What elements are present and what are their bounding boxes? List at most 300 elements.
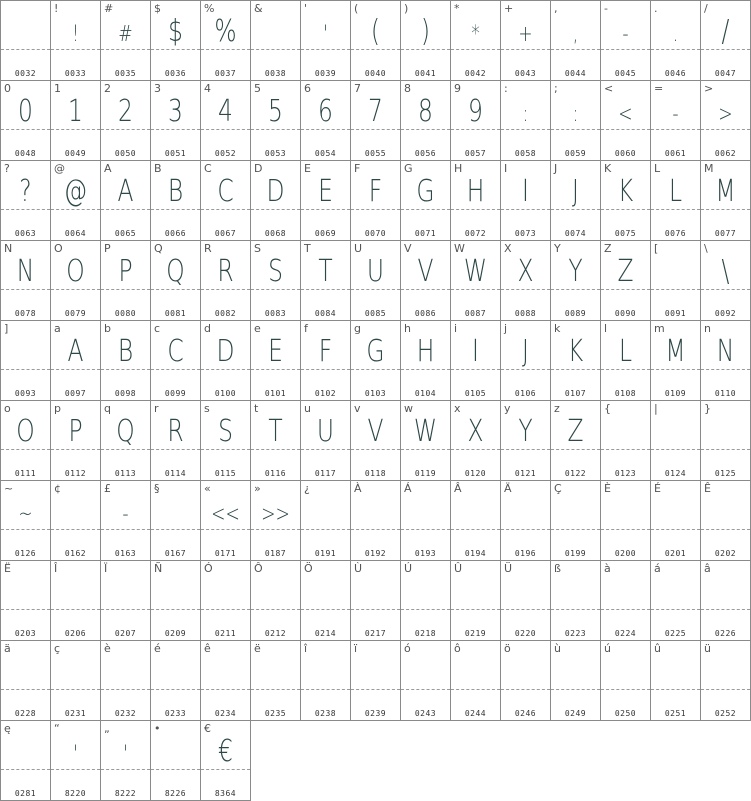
character-code: 0038 [264, 69, 287, 78]
character-code: 0231 [64, 709, 87, 718]
character-code: 0099 [164, 389, 187, 398]
reference-character: , [554, 2, 558, 15]
reference-character: 2 [104, 82, 111, 95]
font-glyph-sample [556, 493, 594, 531]
reference-character: o [4, 402, 11, 415]
character-code: 8222 [114, 789, 137, 798]
font-glyph-sample: E [318, 174, 333, 209]
reference-character: r [154, 402, 159, 415]
glyph-cell [0, 160, 51, 241]
glyph-cell [400, 560, 451, 641]
glyph-cell [700, 80, 751, 161]
font-glyph-sample: @ [63, 174, 88, 209]
font-glyph-sample: > [718, 102, 733, 127]
character-code: 0196 [514, 549, 537, 558]
glyph-cell [450, 0, 501, 81]
glyph-cell [400, 400, 451, 481]
glyph-cell [700, 400, 751, 481]
glyph-cell [300, 640, 351, 721]
font-glyph-sample: Q [166, 254, 185, 289]
reference-character: S [254, 242, 261, 255]
font-glyph-sample: H [416, 334, 435, 369]
font-glyph-sample [406, 493, 444, 531]
font-glyph-sample [706, 653, 744, 691]
font-glyph-sample: # [118, 22, 133, 47]
character-code: 0243 [414, 709, 437, 718]
glyph-cell [600, 0, 651, 81]
glyph-cell [100, 560, 151, 641]
font-glyph-sample: H [466, 174, 485, 209]
font-glyph-sample [356, 573, 394, 611]
character-code: 0163 [114, 549, 137, 558]
glyph-cell [700, 0, 751, 81]
character-code: 0201 [664, 549, 687, 558]
character-code: 0116 [264, 469, 287, 478]
reference-character: k [554, 322, 561, 335]
font-glyph-sample: \ [721, 254, 730, 289]
character-code: 0076 [664, 229, 687, 238]
font-glyph-sample: ! [72, 22, 79, 47]
reference-character: 9 [454, 82, 461, 95]
glyph-cell [100, 480, 151, 561]
character-code: 0118 [364, 469, 387, 478]
font-glyph-sample [206, 653, 244, 691]
font-glyph-sample: ' [73, 742, 78, 767]
character-code: 0075 [614, 229, 637, 238]
character-code: 0078 [14, 309, 37, 318]
glyph-cell [150, 640, 201, 721]
reference-character: x [454, 402, 461, 415]
glyph-cell [650, 160, 701, 241]
font-glyph-sample: L [668, 174, 683, 209]
font-glyph-sample: / [721, 14, 730, 49]
character-code: 0039 [314, 69, 337, 78]
reference-character: / [704, 2, 708, 15]
font-glyph-sample [6, 653, 44, 691]
character-code: 0207 [114, 629, 137, 638]
reference-character: y [504, 402, 511, 415]
reference-character: Ë [4, 562, 11, 575]
character-code: 0067 [214, 229, 237, 238]
character-code: 0032 [14, 69, 37, 78]
glyph-cell [350, 80, 401, 161]
glyph-cell [500, 160, 551, 241]
reference-character: C [204, 162, 212, 175]
reference-character: Ê [704, 482, 711, 495]
reference-character: À [354, 482, 362, 495]
character-code: 0080 [114, 309, 137, 318]
glyph-cell [700, 240, 751, 321]
reference-character: - [604, 2, 608, 15]
character-code: 8226 [164, 789, 187, 798]
glyph-cell [550, 80, 601, 161]
reference-character: ú [604, 642, 611, 655]
font-glyph-sample: L [618, 334, 633, 369]
character-code: 0045 [614, 69, 637, 78]
glyph-cell [250, 80, 301, 161]
character-code: 0053 [264, 149, 287, 158]
font-glyph-sample: << [211, 502, 240, 527]
font-glyph-sample: 0 [18, 94, 33, 129]
font-glyph-sample: + [518, 22, 533, 47]
glyph-cell [600, 400, 651, 481]
glyph-cell [450, 480, 501, 561]
character-code: 0043 [514, 69, 537, 78]
font-glyph-sample: X [467, 414, 484, 449]
font-glyph-sample: - [122, 502, 129, 527]
glyph-cell [300, 480, 351, 561]
character-code: 0088 [514, 309, 537, 318]
glyph-cell [450, 160, 501, 241]
glyph-cell [0, 400, 51, 481]
glyph-cell [50, 400, 101, 481]
font-glyph-sample: 5 [268, 94, 283, 129]
glyph-cell [400, 640, 451, 721]
font-glyph-sample: D [216, 334, 235, 369]
glyph-cell [200, 480, 251, 561]
character-code: 0040 [364, 69, 387, 78]
reference-character: ~ [4, 482, 14, 495]
font-glyph-sample [506, 493, 544, 531]
reference-character: Ù [354, 562, 363, 575]
glyph-cell [200, 240, 251, 321]
character-code: 0064 [64, 229, 87, 238]
font-glyph-sample: Y [518, 414, 533, 449]
character-code: 0079 [64, 309, 87, 318]
reference-character: v [354, 402, 361, 415]
font-glyph-sample [606, 493, 644, 531]
font-glyph-sample [656, 253, 694, 291]
font-glyph-sample: M [715, 174, 736, 209]
character-code: 0063 [14, 229, 37, 238]
font-glyph-sample [406, 653, 444, 691]
glyph-cell [100, 240, 151, 321]
character-code: 0113 [114, 469, 137, 478]
character-code: 0049 [64, 149, 87, 158]
character-code: 0235 [264, 709, 287, 718]
reference-character: U [354, 242, 363, 255]
glyph-cell [500, 320, 551, 401]
character-code: 0209 [164, 629, 187, 638]
glyph-cell [50, 640, 101, 721]
glyph-cell [100, 720, 151, 801]
glyph-cell [600, 640, 651, 721]
glyph-cell [300, 0, 351, 81]
font-glyph-sample: S [218, 414, 233, 449]
reference-character: ù [554, 642, 561, 655]
font-glyph-sample [656, 493, 694, 531]
character-code: 0077 [714, 229, 737, 238]
glyph-cell [250, 240, 301, 321]
character-code: 0239 [364, 709, 387, 718]
reference-character: D [254, 162, 263, 175]
reference-character: 1 [54, 82, 61, 95]
character-code: 0192 [364, 549, 387, 558]
reference-character: î [304, 642, 308, 655]
character-code: 0214 [314, 629, 337, 638]
reference-character: Ü [504, 562, 513, 575]
character-code: 0246 [514, 709, 537, 718]
glyph-cell [650, 640, 701, 721]
reference-character: ê [204, 642, 211, 655]
font-glyph-sample [6, 573, 44, 611]
glyph-cell [550, 160, 601, 241]
reference-character: 4 [204, 82, 211, 95]
glyph-cell [50, 320, 101, 401]
character-code: 0281 [14, 789, 37, 798]
font-glyph-sample [106, 573, 144, 611]
glyph-cell [550, 560, 601, 641]
character-code: 0068 [264, 229, 287, 238]
font-glyph-sample: $ [168, 14, 183, 49]
font-glyph-sample: U [366, 254, 385, 289]
glyph-cell [250, 0, 301, 81]
character-code: 0218 [414, 629, 437, 638]
character-code: 0090 [614, 309, 637, 318]
font-glyph-sample: B [167, 174, 184, 209]
glyph-cell [650, 480, 701, 561]
font-glyph-sample [456, 493, 494, 531]
character-code: 0223 [564, 629, 587, 638]
reference-character: ç [54, 642, 61, 655]
glyph-cell [700, 160, 751, 241]
glyph-cell [400, 0, 451, 81]
character-code: 0105 [464, 389, 487, 398]
reference-character: K [604, 162, 612, 175]
glyph-cell [200, 560, 251, 641]
reference-character: É [654, 482, 661, 495]
font-glyph-sample: C [167, 334, 184, 369]
font-glyph-sample: I [472, 334, 479, 369]
character-code: 0044 [564, 69, 587, 78]
glyph-cell [300, 80, 351, 161]
character-code: 0055 [364, 149, 387, 158]
character-code: 0211 [214, 629, 237, 638]
character-code: 0126 [14, 549, 37, 558]
font-glyph-sample [556, 653, 594, 691]
reference-character: 7 [354, 82, 361, 95]
character-code: 8220 [64, 789, 87, 798]
reference-character: § [154, 482, 160, 495]
character-code: 0057 [464, 149, 487, 158]
character-code: 0187 [264, 549, 287, 558]
character-code: 0106 [514, 389, 537, 398]
font-glyph-sample [256, 13, 294, 51]
character-code: 0212 [264, 629, 287, 638]
reference-character: < [604, 82, 614, 95]
font-glyph-sample: 9 [468, 94, 483, 129]
character-code: 0120 [464, 469, 487, 478]
character-code: 0110 [714, 389, 737, 398]
reference-character: : [504, 82, 508, 95]
font-glyph-sample [456, 653, 494, 691]
font-glyph-sample: J [522, 334, 529, 369]
character-code: 0100 [214, 389, 237, 398]
character-code: 0193 [414, 549, 437, 558]
character-code: 0037 [214, 69, 237, 78]
glyph-cell [150, 160, 201, 241]
glyph-cell [350, 240, 401, 321]
font-glyph-sample: ( [370, 14, 381, 49]
reference-character: } [704, 402, 711, 415]
character-code: 0121 [514, 469, 537, 478]
reference-character: i [454, 322, 458, 335]
glyph-cell [250, 560, 301, 641]
glyph-cell [450, 80, 501, 161]
glyph-cell [650, 400, 701, 481]
reference-character: J [554, 162, 558, 175]
glyph-cell [350, 320, 401, 401]
font-glyph-sample [206, 573, 244, 611]
glyph-cell [400, 480, 451, 561]
reference-character: Ó [204, 562, 213, 575]
font-glyph-sample: ~ [18, 502, 33, 527]
glyph-cell [500, 80, 551, 161]
font-glyph-sample [656, 653, 694, 691]
font-glyph-sample [606, 573, 644, 611]
character-code: 0234 [214, 709, 237, 718]
reference-character: { [604, 402, 611, 415]
reference-character: ö [504, 642, 511, 655]
reference-character: l [604, 322, 608, 335]
reference-character: Ö [304, 562, 313, 575]
font-glyph-sample: 8 [418, 94, 433, 129]
reference-character: N [4, 242, 13, 255]
font-glyph-sample: W [413, 414, 438, 449]
reference-character: \ [704, 242, 708, 255]
font-glyph-sample: J [572, 174, 579, 209]
reference-character: û [654, 642, 661, 655]
reference-character: B [154, 162, 162, 175]
character-code: 0108 [614, 389, 637, 398]
reference-character: . [654, 2, 658, 15]
font-glyph-sample [156, 653, 194, 691]
reference-character: ¿ [304, 482, 310, 495]
font-glyph-sample [256, 653, 294, 691]
character-code: 0060 [614, 149, 637, 158]
reference-character: ę [4, 722, 11, 735]
glyph-cell [700, 640, 751, 721]
reference-character: Ä [504, 482, 512, 495]
reference-character: u [304, 402, 311, 415]
reference-character: ó [404, 642, 411, 655]
glyph-cell [150, 400, 201, 481]
glyph-cell [0, 320, 51, 401]
reference-character: ; [554, 82, 558, 95]
glyph-cell [450, 560, 501, 641]
font-glyph-sample: B [117, 334, 134, 369]
glyph-cell [0, 0, 51, 81]
glyph-cell [100, 400, 151, 481]
font-glyph-sample [256, 573, 294, 611]
glyph-cell [200, 400, 251, 481]
reference-character: Ñ [154, 562, 163, 575]
character-code: 0036 [164, 69, 187, 78]
glyph-cell [500, 400, 551, 481]
font-glyph-sample: V [367, 414, 384, 449]
font-glyph-sample: P [68, 414, 83, 449]
reference-character: q [104, 402, 111, 415]
font-glyph-sample: K [617, 174, 634, 209]
glyph-cell [550, 240, 601, 321]
character-code: 0083 [264, 309, 287, 318]
character-code: 0104 [414, 389, 437, 398]
font-glyph-sample: ' [323, 22, 328, 47]
font-glyph-sample: % [214, 14, 237, 49]
character-code: 0073 [514, 229, 537, 238]
character-code: 0171 [214, 549, 237, 558]
glyph-cell [650, 560, 701, 641]
character-code: 0117 [314, 469, 337, 478]
character-code: 0123 [614, 469, 637, 478]
reference-character: j [504, 322, 508, 335]
character-code: 0052 [214, 149, 237, 158]
font-glyph-sample [6, 733, 44, 771]
character-code: 0046 [664, 69, 687, 78]
glyph-cell [250, 320, 301, 401]
font-glyph-sample [656, 413, 694, 451]
reference-character: ü [704, 642, 711, 655]
character-code: 0225 [664, 629, 687, 638]
glyph-cell [250, 400, 301, 481]
font-glyph-sample [106, 653, 144, 691]
reference-character: „ [104, 722, 110, 735]
font-glyph-sample: I [522, 174, 529, 209]
glyph-cell [50, 160, 101, 241]
character-code: 0244 [464, 709, 487, 718]
character-code: 0226 [714, 629, 737, 638]
character-code: 0085 [364, 309, 387, 318]
font-glyph-sample: . [672, 22, 679, 47]
character-code: 0056 [414, 149, 437, 158]
reference-character: A [104, 162, 112, 175]
glyph-cell [550, 480, 601, 561]
glyph-cell [300, 320, 351, 401]
reference-character: 3 [154, 82, 161, 95]
reference-character: ? [4, 162, 10, 175]
font-glyph-sample [156, 733, 194, 771]
font-glyph-sample [706, 413, 744, 451]
glyph-cell [150, 480, 201, 561]
character-code: 0086 [414, 309, 437, 318]
reference-character: d [204, 322, 211, 335]
character-code: 0103 [364, 389, 387, 398]
reference-character: z [554, 402, 560, 415]
glyph-cell [650, 240, 701, 321]
character-code: 0072 [464, 229, 487, 238]
reference-character: c [154, 322, 161, 335]
character-code: 0114 [164, 469, 187, 478]
glyph-cell [600, 240, 651, 321]
font-glyph-sample: C [217, 174, 234, 209]
character-code: 0217 [364, 629, 387, 638]
reference-character: G [404, 162, 413, 175]
font-glyph-sample: 6 [318, 94, 333, 129]
glyph-cell [150, 240, 201, 321]
font-glyph-sample: - [672, 102, 679, 127]
character-code: 0069 [314, 229, 337, 238]
reference-character: I [504, 162, 508, 175]
reference-character: Y [554, 242, 561, 255]
reference-character: V [404, 242, 412, 255]
font-glyph-sample: : [522, 102, 529, 127]
reference-character: 5 [254, 82, 261, 95]
reference-character: T [304, 242, 311, 255]
glyph-cell [450, 640, 501, 721]
glyph-cell [50, 720, 101, 801]
font-glyph-sample [306, 493, 344, 531]
font-glyph-sample: T [268, 414, 283, 449]
